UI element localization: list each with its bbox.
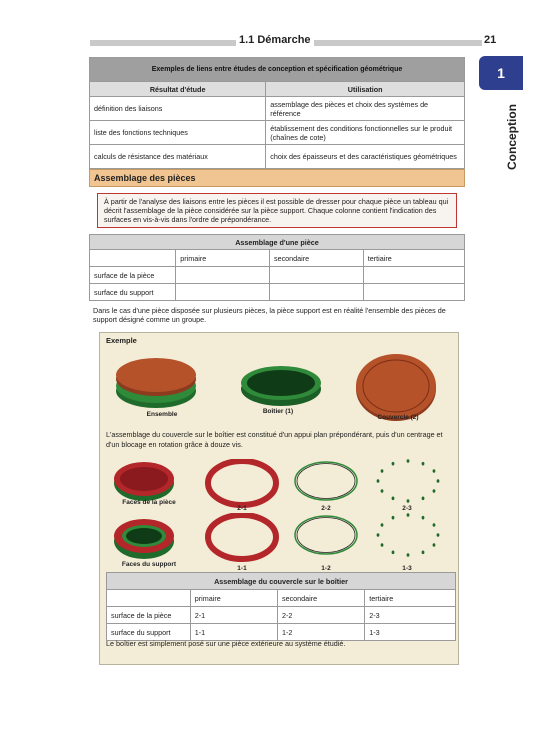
label-faces-support: Faces du support xyxy=(121,561,177,568)
label-faces-piece: Faces de la pièce xyxy=(122,499,176,506)
screw-hole xyxy=(437,479,440,483)
screw-hole xyxy=(381,489,384,493)
screw-hole xyxy=(407,513,410,517)
screw-hole xyxy=(377,479,380,483)
table-row xyxy=(90,284,465,301)
faces-support-figure xyxy=(106,513,456,565)
screw-hole xyxy=(433,523,436,527)
piece-faces-illustration xyxy=(114,462,174,501)
cell: définition des liaisons xyxy=(90,97,266,121)
table-row xyxy=(90,97,465,121)
face-2-2-ring xyxy=(295,462,357,500)
example-footer: Le boîtier est simplement posé sur une pièce extérieure au système étudié. xyxy=(106,639,346,648)
cell: secondaire xyxy=(270,250,364,267)
example-text: L'assemblage du couvercle sur le boîtier est constitué d'un appui plan prépondérant, puis d'un centrage et d'un blocage en rotation grâce à douze vis. xyxy=(106,430,443,449)
label-2-2: 2-2 xyxy=(321,505,331,512)
face-2-1-ring xyxy=(208,461,276,505)
page-content xyxy=(89,57,465,665)
chapter-tab xyxy=(479,56,523,90)
screw-hole xyxy=(422,516,425,520)
label-1-1: 1-1 xyxy=(237,565,247,572)
table-row xyxy=(90,121,465,145)
face-1-1-ring xyxy=(208,515,276,559)
links-table-caption: Exemples de liens entre études de conception et spécification géométrique xyxy=(90,58,465,82)
cell: calculs de résistance des matériaux xyxy=(90,145,266,169)
screw-hole xyxy=(407,499,410,503)
face-1-2-ring xyxy=(295,516,357,554)
cell xyxy=(107,590,191,607)
cell xyxy=(90,250,176,267)
label-boitier: Boîtier (1) xyxy=(262,408,294,415)
screw-hole xyxy=(392,497,395,501)
face-2-3-holes xyxy=(377,459,440,503)
screw-hole xyxy=(392,516,395,520)
screw-hole xyxy=(381,523,384,527)
example-title: Exemple xyxy=(106,336,137,345)
screw-hole xyxy=(422,551,425,555)
screw-hole xyxy=(381,469,384,473)
ensemble-illustration xyxy=(116,358,196,408)
cell: liste des fonctions techniques xyxy=(90,121,266,145)
example-table-caption: Assemblage du couvercle sur le boîtier xyxy=(107,573,456,590)
label-2-1: 2-1 xyxy=(237,505,247,512)
screw-hole xyxy=(422,497,425,501)
screw-hole xyxy=(433,489,436,493)
cell xyxy=(270,284,364,301)
table-row xyxy=(90,145,465,169)
screw-hole xyxy=(381,543,384,547)
links-table xyxy=(89,57,465,169)
screw-hole xyxy=(407,459,410,463)
cell xyxy=(176,267,270,284)
screw-hole xyxy=(437,533,440,537)
chapter-label: Conception xyxy=(505,104,519,170)
links-header-result: Résultat d'étude xyxy=(90,82,266,97)
screw-hole xyxy=(407,553,410,557)
label-1-2: 1-2 xyxy=(321,565,331,572)
label-ensemble: Ensemble xyxy=(146,411,178,418)
piece-table xyxy=(89,234,465,301)
piece-table-caption: Assemblage d'une pièce xyxy=(90,235,465,250)
cell xyxy=(176,284,270,301)
cell: choix des épaisseurs et des caractéristiques géométriques xyxy=(266,145,465,169)
table-row xyxy=(107,590,456,607)
cell: surface du support xyxy=(107,624,191,641)
label-2-3: 2-3 xyxy=(402,505,412,512)
section-heading: Assemblage des pièces xyxy=(89,169,465,187)
cell: 2-1 xyxy=(190,607,277,624)
cell: établissement des conditions fonctionnelles sur le produit (chaînes de cote) xyxy=(266,121,465,145)
table-row xyxy=(90,267,465,284)
screw-hole xyxy=(422,462,425,466)
cell: secondaire xyxy=(278,590,365,607)
cell: assemblage des pièces et choix des systèmes de référence xyxy=(266,97,465,121)
chapter-label-wrap xyxy=(506,98,518,178)
cell: 2-3 xyxy=(365,607,456,624)
cell: surface de la pièce xyxy=(107,607,191,624)
cell: primaire xyxy=(176,250,270,267)
example-table xyxy=(106,572,456,641)
cell: primaire xyxy=(190,590,277,607)
label-couvercle: Couvercle (2) xyxy=(377,414,419,421)
screw-hole xyxy=(392,551,395,555)
table-row xyxy=(107,624,456,641)
boitier-illustration xyxy=(241,366,321,406)
cell: 1-1 xyxy=(190,624,277,641)
screw-hole xyxy=(377,533,380,537)
cell: tertiaire xyxy=(363,250,464,267)
cell: surface de la pièce xyxy=(90,267,176,284)
face-1-3-holes xyxy=(377,513,440,557)
cell: surface du support xyxy=(90,284,176,301)
screw-hole xyxy=(433,543,436,547)
cell xyxy=(363,267,464,284)
screw-hole xyxy=(392,462,395,466)
couvercle-illustration xyxy=(356,354,436,421)
cell: tertiaire xyxy=(365,590,456,607)
table-row xyxy=(107,607,456,624)
screw-hole xyxy=(433,469,436,473)
intro-box: À partir de l'analyse des liaisons entre les pièces il est possible de dresser pour chaque pièce un tableau qui décrit l'assemblage de la pièce considérée sur la pièce support. Chaque colonne contient l'indication des surfaces en vis-à-vis dans l'ordre de prépondérance. xyxy=(97,193,457,228)
cell: 2-2 xyxy=(278,607,365,624)
cell xyxy=(270,267,364,284)
table-row xyxy=(90,250,465,267)
section-title: 1.1 Démarche xyxy=(236,34,314,46)
page-number: 21 xyxy=(484,34,497,46)
example-box xyxy=(99,332,459,665)
chapter-number: 1 xyxy=(497,65,505,81)
paragraph-support: Dans le cas d'une pièce disposée sur plusieurs pièces, la pièce support est en réalité l'ensemble des pièces de support désigné comme un groupe. xyxy=(93,306,446,324)
links-header-use: Utilisation xyxy=(266,82,465,97)
cell: 1-3 xyxy=(365,624,456,641)
cell: 1-2 xyxy=(278,624,365,641)
cell xyxy=(363,284,464,301)
label-1-3: 1-3 xyxy=(402,565,412,572)
support-faces-illustration xyxy=(114,519,174,559)
